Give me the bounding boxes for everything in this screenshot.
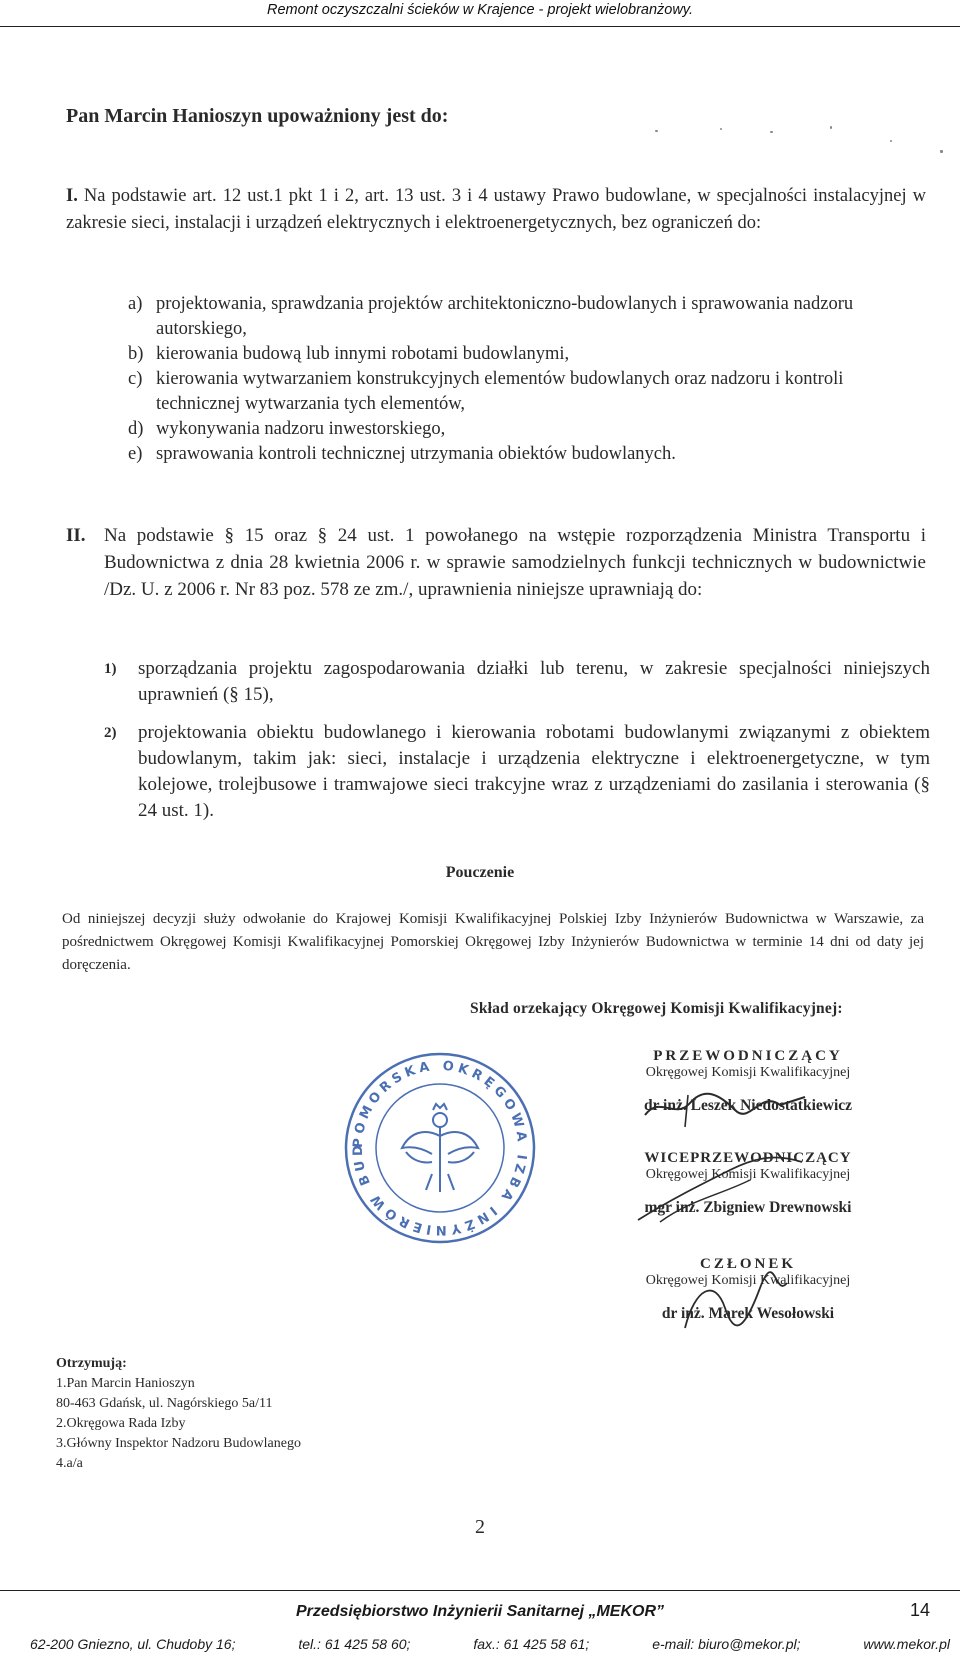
addressee-heading: Pan Marcin Hanioszyn upoważniony jest do: [66,105,449,127]
signatory-org: Okręgowej Komisji Kwalifikacyjnej [645,1065,851,1080]
footer-contacts [30,1636,950,1652]
signatory-name: mgr inż. Zbigniew Drewnowski [644,1199,852,1216]
list-item-text: projektowania, sprawdzania projektów architektoniczno-budowlanych i sprawowania nadzoru autorskiego, [156,294,854,339]
signatory-name: dr inż. Leszek Niedostatkiewicz [643,1097,853,1114]
list-item [128,417,928,442]
list-item [128,442,928,467]
list-item: 3.Główny Inspektor Nadzoru Budowlanego [56,1436,301,1451]
list-item: 80-463 Gdańsk, ul. Nagórskiego 5a/11 [56,1396,273,1411]
list-item-label: 1) [104,661,117,677]
section-1-list [128,292,928,467]
footer-email[interactable]: e-mail: biuro@mekor.pl; [652,1636,801,1652]
signatory-org: Okręgowej Komisji Kwalifikacyjnej [645,1167,851,1182]
footer-website[interactable]: www.mekor.pl [863,1636,950,1652]
list-item-text: projektowania obiektu budowlanego i kierowania robotami budowlanymi związanymi z obiektem budowlanym, takim jak: sieci, instalacje i urządzenia elektryczne i elektroenergetyczne, w tym kolejowe, trolejbusowe i tramwajowe sieci trakcyjne wraz z urządzeniami do zasilania i sterowania (§ 24 ust. 1). [138,722,930,821]
signatory-org: Okręgowej Komisji Kwalifikacyjnej [645,1273,851,1288]
recipients-list [56,1354,301,1474]
footer-address: 62-200 Gniezno, ul. Chudoby 16; [30,1636,236,1652]
list-item-text: sporządzania projektu zagospodarowania działki lub terenu, w zakresie specjalności niniejszych uprawnień (§ 15), [138,658,930,705]
eagle-emblem-icon [402,1104,478,1192]
section-2-number: II. [66,525,86,546]
handwritten-signature-2 [630,1150,810,1230]
list-item [104,720,930,824]
section-1-number: I. [66,186,78,206]
pouczenie-heading: Pouczenie [445,864,515,881]
list-item-label: d) [128,419,144,439]
section-2-intro: Na podstawie § 15 oraz § 24 ust. 1 powołanego na wstępie rozporządzenia Ministra Transportu i Budownictwa z dnia 28 kwietnia 2006 r. w sprawie samodzielnych funkcji technicznych w budownictwie /Dz. U. z 2006 r. Nr 83 poz. 578 ze zm./, uprawnienia niniejsze uprawniają do: [104,525,926,600]
list-item [128,292,928,342]
footer-rule [0,1590,960,1591]
stamp-text: POMORSKA OKRĘGOWA IZBA INŻYNIERÓW BUD [350,1058,530,1238]
pouczenie-text: Od niniejszej decyzji służy odwołanie do Krajowej Komisji Kwalifikacyjnej Polskiej Izby Inżynierów Budownictwa w Warszawie, za pośrednictwem Okręgowej Komisji Kwalifikacyjnej Pomorskiej Okręgowej Izby Inżynierów Budownictwa w terminie 14 dni od daty jej doręczenia. [62,911,924,973]
list-item [128,367,928,417]
list-item-label: 2) [104,725,117,741]
handwritten-signature-1 [640,1075,810,1135]
footer-company: Przedsiębiorstwo Inżynierii Sanitarnej „MEKOR” [295,1603,665,1620]
official-stamp [340,1048,540,1248]
header-title: Remont oczyszczalni ścieków w Krajence - projekt wielobranżowy. [266,2,694,18]
handwritten-signature-3 [675,1268,795,1338]
list-item: 2.Okręgowa Rada Izby [56,1416,186,1431]
panel-heading: Skład orzekający Okręgowej Komisji Kwalifikacyjnej: [470,1000,843,1017]
signatory-role: WICEPRZEWODNICZĄCY [644,1150,852,1166]
section-1-intro: Na podstawie art. 12 ust.1 pkt 1 i 2, art. 13 ust. 3 i 4 ustawy Prawo budowlane, w specjalności instalacyjnej w zakresie sieci, instalacji i urządzeń elektrycznych i elektroenergetycznych, bez ograniczeń do: [66,186,927,233]
section-1 [66,183,926,237]
list-item-text: sprawowania kontroli technicznej utrzymania obiektów budowlanych. [156,444,676,464]
signatory-name: dr inż. Marek Wesołowski [661,1305,835,1322]
section-2 [66,522,926,603]
list-item [104,656,930,708]
list-item: 1.Pan Marcin Hanioszyn [56,1376,195,1391]
scanned-page-number: 2 [475,1516,485,1538]
list-item-text: kierowania budową lub innymi robotami budowlanymi, [156,344,570,364]
list-item: 4.a/a [56,1456,83,1471]
list-item-text: kierowania wytwarzaniem konstrukcyjnych elementów budowlanych oraz nadzoru i kontroli technicznej wytwarzania tych elementów, [156,369,844,414]
list-item [128,342,928,367]
section-2-list [104,656,930,836]
list-item-label: e) [128,444,143,464]
recipients-heading: Otrzymują: [56,1356,127,1371]
list-item-label: b) [128,344,144,364]
list-item-label: a) [128,294,143,314]
signatory-role: CZŁONEK [699,1256,796,1272]
header-rule [0,26,960,27]
list-item-label: c) [128,369,143,389]
footer-page-number: 14 [910,1600,931,1620]
footer-tel: tel.: 61 425 58 60; [298,1636,411,1652]
list-item-text: wykonywania nadzoru inwestorskiego, [156,419,446,439]
signatory-role: PRZEWODNICZĄCY [653,1048,843,1064]
footer-fax: fax.: 61 425 58 61; [473,1636,590,1652]
